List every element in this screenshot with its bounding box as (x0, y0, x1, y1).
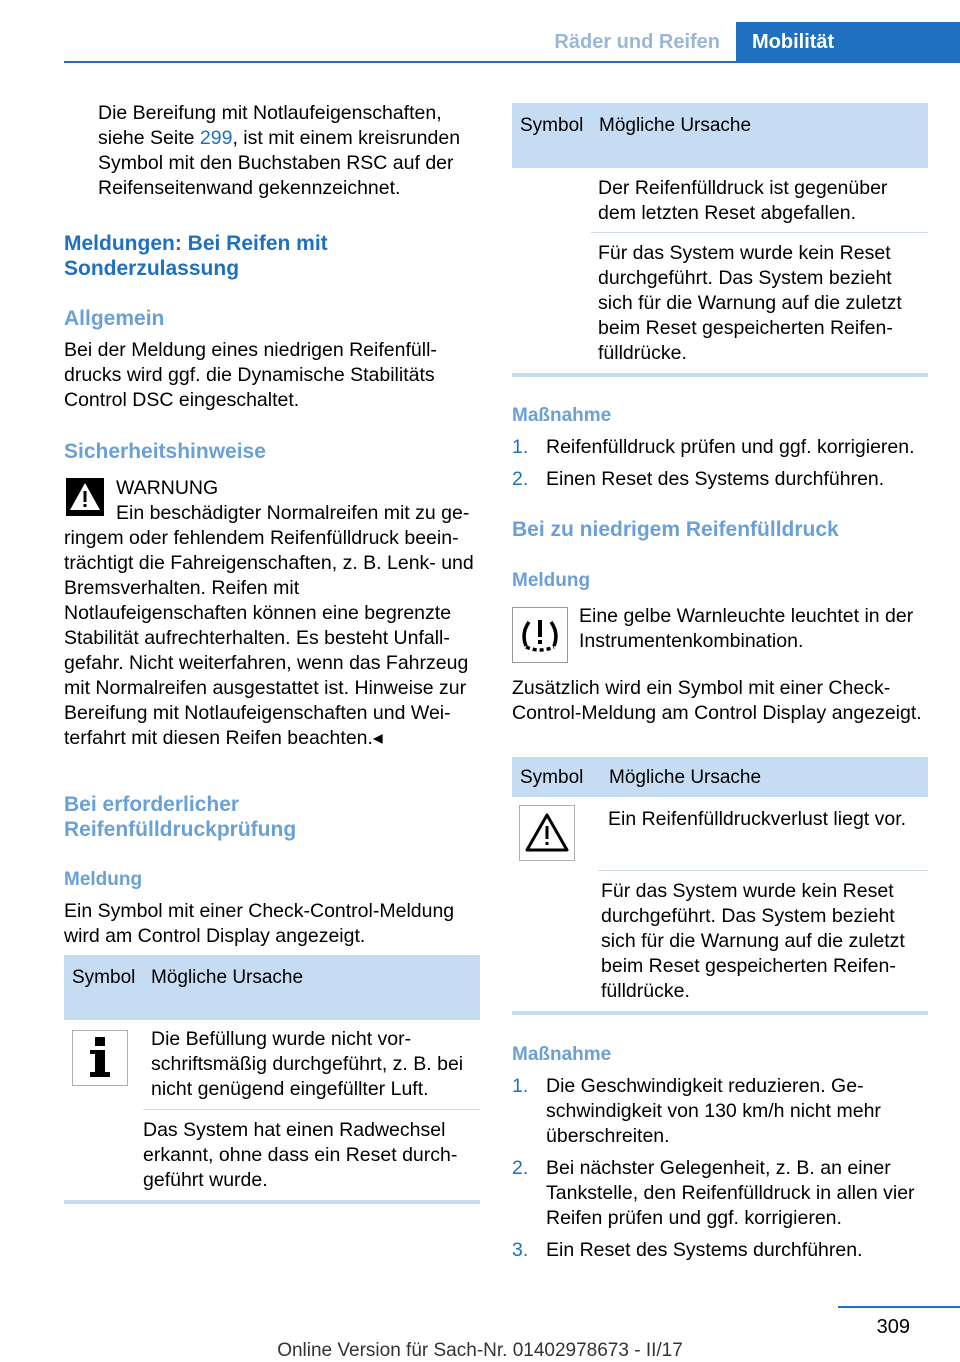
zusatz-paragraph: Zusätzlich wird ein Symbol mit einer Check-Control-Meldung am Control Display angezeigt. (512, 677, 922, 724)
header-section-label: Räder und Reifen (554, 31, 720, 53)
column-symbol-header: Symbol (72, 967, 136, 988)
cause-text: Für das System wurde kein Reset durchgeführt. Das System bezieht sich für die Warnung auf die zuletzt beim Reset gespeicherten Reifenfülldrücke. (598, 242, 902, 364)
step-item (512, 435, 932, 460)
column-symbol-header: Symbol (520, 767, 584, 788)
right-cause-table-1 (512, 103, 928, 377)
step-text: Bei nächster Gelegenheit, z. B. an einer Tankstelle, den Reifenfülldruck in allen vier Reifen prüfen und ggf. korrigieren. (546, 1157, 915, 1229)
cause-text: Für das System wurde kein Reset durchgeführt. Das System bezieht sich für die Warnung auf die zuletzt beim Reset gespeicherten Reifenfülldrücke. (601, 880, 905, 1002)
table-bottom-bar (512, 373, 928, 377)
step-item (512, 1156, 932, 1231)
table-header (512, 103, 928, 168)
column-cause-header: Mögliche Ursache (599, 115, 752, 136)
heading-meldung-right: Meldung (512, 570, 591, 591)
allgemein-paragraph: Bei der Meldung eines niedrigen Reifenfülldrucks wird ggf. die Dynamische Stabilitäts Control DSC eingeschaltet. (64, 339, 437, 411)
table-row (512, 871, 928, 1011)
step-item (512, 1238, 932, 1263)
heading-meldung-left: Meldung (64, 869, 143, 890)
step-item (512, 467, 932, 492)
step-number: 1. (512, 1075, 529, 1097)
header-chapter-tab[interactable] (736, 22, 960, 62)
warning-title: WARNUNG (116, 477, 219, 499)
heading-meldungen: Meldungen: Bei Reifen mit Sonderzulassung (64, 232, 328, 280)
table-bottom-bar (512, 1011, 928, 1015)
heading-massnahme-1: Maßnahme (512, 405, 612, 426)
info-icon (72, 1030, 128, 1086)
column-symbol-header: Symbol (520, 115, 584, 136)
table-row (512, 797, 928, 870)
table-row (64, 1020, 480, 1109)
step-text: Einen Reset des Systems durchführen. (546, 468, 885, 490)
tire-pressure-warning-icon (512, 607, 568, 663)
heading-niedrig: Bei zu niedrigem Reifenfülldruck (512, 518, 839, 541)
intro-paragraph (98, 101, 478, 201)
step-text: Die Geschwindigkeit reduzieren. Geschwindigkeit von 130 km/h nicht mehr überschreiten. (546, 1075, 881, 1147)
heading-massnahme-2: Maßnahme (512, 1044, 612, 1065)
steps-list-1 (512, 435, 932, 499)
cause-text: Das System hat einen Radwechsel erkannt, ohne dass ein Reset durchgeführt wurde. (143, 1119, 458, 1191)
table-bottom-bar (64, 1200, 480, 1204)
header-chapter-label: Mobilität (752, 31, 835, 53)
right-cause-table-2 (512, 757, 928, 1015)
lamp-paragraph: Eine gelbe Warnleuchte leuchtet in der Instrumentenkombination. (579, 605, 914, 652)
step-text: Ein Reset des Systems durchführen. (546, 1239, 863, 1261)
column-cause-header: Mögliche Ursache (151, 967, 304, 988)
cause-text: Die Befüllung wurde nicht vorschriftsmäßig durchgeführt, z. B. bei nicht genügend eingefüllter Luft. (151, 1028, 464, 1100)
footer-rule (838, 1306, 960, 1308)
step-number: 2. (512, 468, 529, 490)
table-header (512, 757, 928, 797)
column-cause-header: Mögliche Ursache (609, 767, 762, 788)
heading-sicherheit: Sicherheitshinweise (64, 440, 266, 463)
page-number: 309 (876, 1316, 910, 1338)
warning-triangle-icon (519, 805, 575, 861)
page-link[interactable]: 299 (199, 127, 233, 149)
step-item (512, 1074, 932, 1149)
step-number: 2. (512, 1157, 529, 1179)
table-header (64, 955, 480, 1020)
heading-allgemein: Allgemein (64, 307, 165, 330)
step-number: 1. (512, 436, 529, 458)
header-rule (64, 61, 960, 63)
step-text: Reifenfülldruck prüfen und ggf. korrigieren. (546, 436, 915, 458)
table-row (64, 1110, 480, 1200)
warning-paragraph: Ein beschädigter Normalreifen mit zu geringem oder fehlendem Reifenfülldruck beeinträchtigt die Fahreigenschaften, z. B. Lenk- und Bremsverhalten. Reifen mit Notlaufeigenschaften können eine begrenzte Stabilität aufrechterhalten. Es besteht Unfallgefahr. Nicht weiterfahren, wenn das Fahrzeug mit Normalreifen ausgestattet ist. Hinweise zur Bereifung mit Notlaufeigenschaften und Weiterfahrt mit diesen Reifen beachten.◂ (64, 502, 474, 749)
heading-erforderlich: Bei erforderlicher Reifenfülldruckprüfung (64, 793, 297, 841)
left-cause-table (64, 955, 480, 1204)
steps-list-2 (512, 1074, 932, 1270)
cause-text: Ein Reifenfülldruckverlust liegt vor. (608, 808, 907, 830)
footer-text: Online Version für Sach-Nr. 01402978673 - II/17 (277, 1340, 683, 1361)
intro-text-1: Die Bereifung mit Notlaufeigenschaften, siehe Seite (98, 102, 442, 149)
meldung-paragraph-left: Ein Symbol mit einer Check-Control-Meldung wird am Control Display angezeigt. (64, 900, 455, 947)
cause-text: Der Reifenfülldruck ist gegenüber dem letzten Reset abgefallen. (598, 177, 888, 224)
step-number: 3. (512, 1239, 529, 1261)
header-section-tab[interactable] (536, 22, 736, 62)
intro-text-2: , ist mit einem kreisrunden Symbol mit den Buchstaben RSC auf der Reifenseitenwand gekennzeichnet. (98, 127, 461, 199)
table-row (512, 233, 928, 373)
table-row (512, 168, 928, 232)
